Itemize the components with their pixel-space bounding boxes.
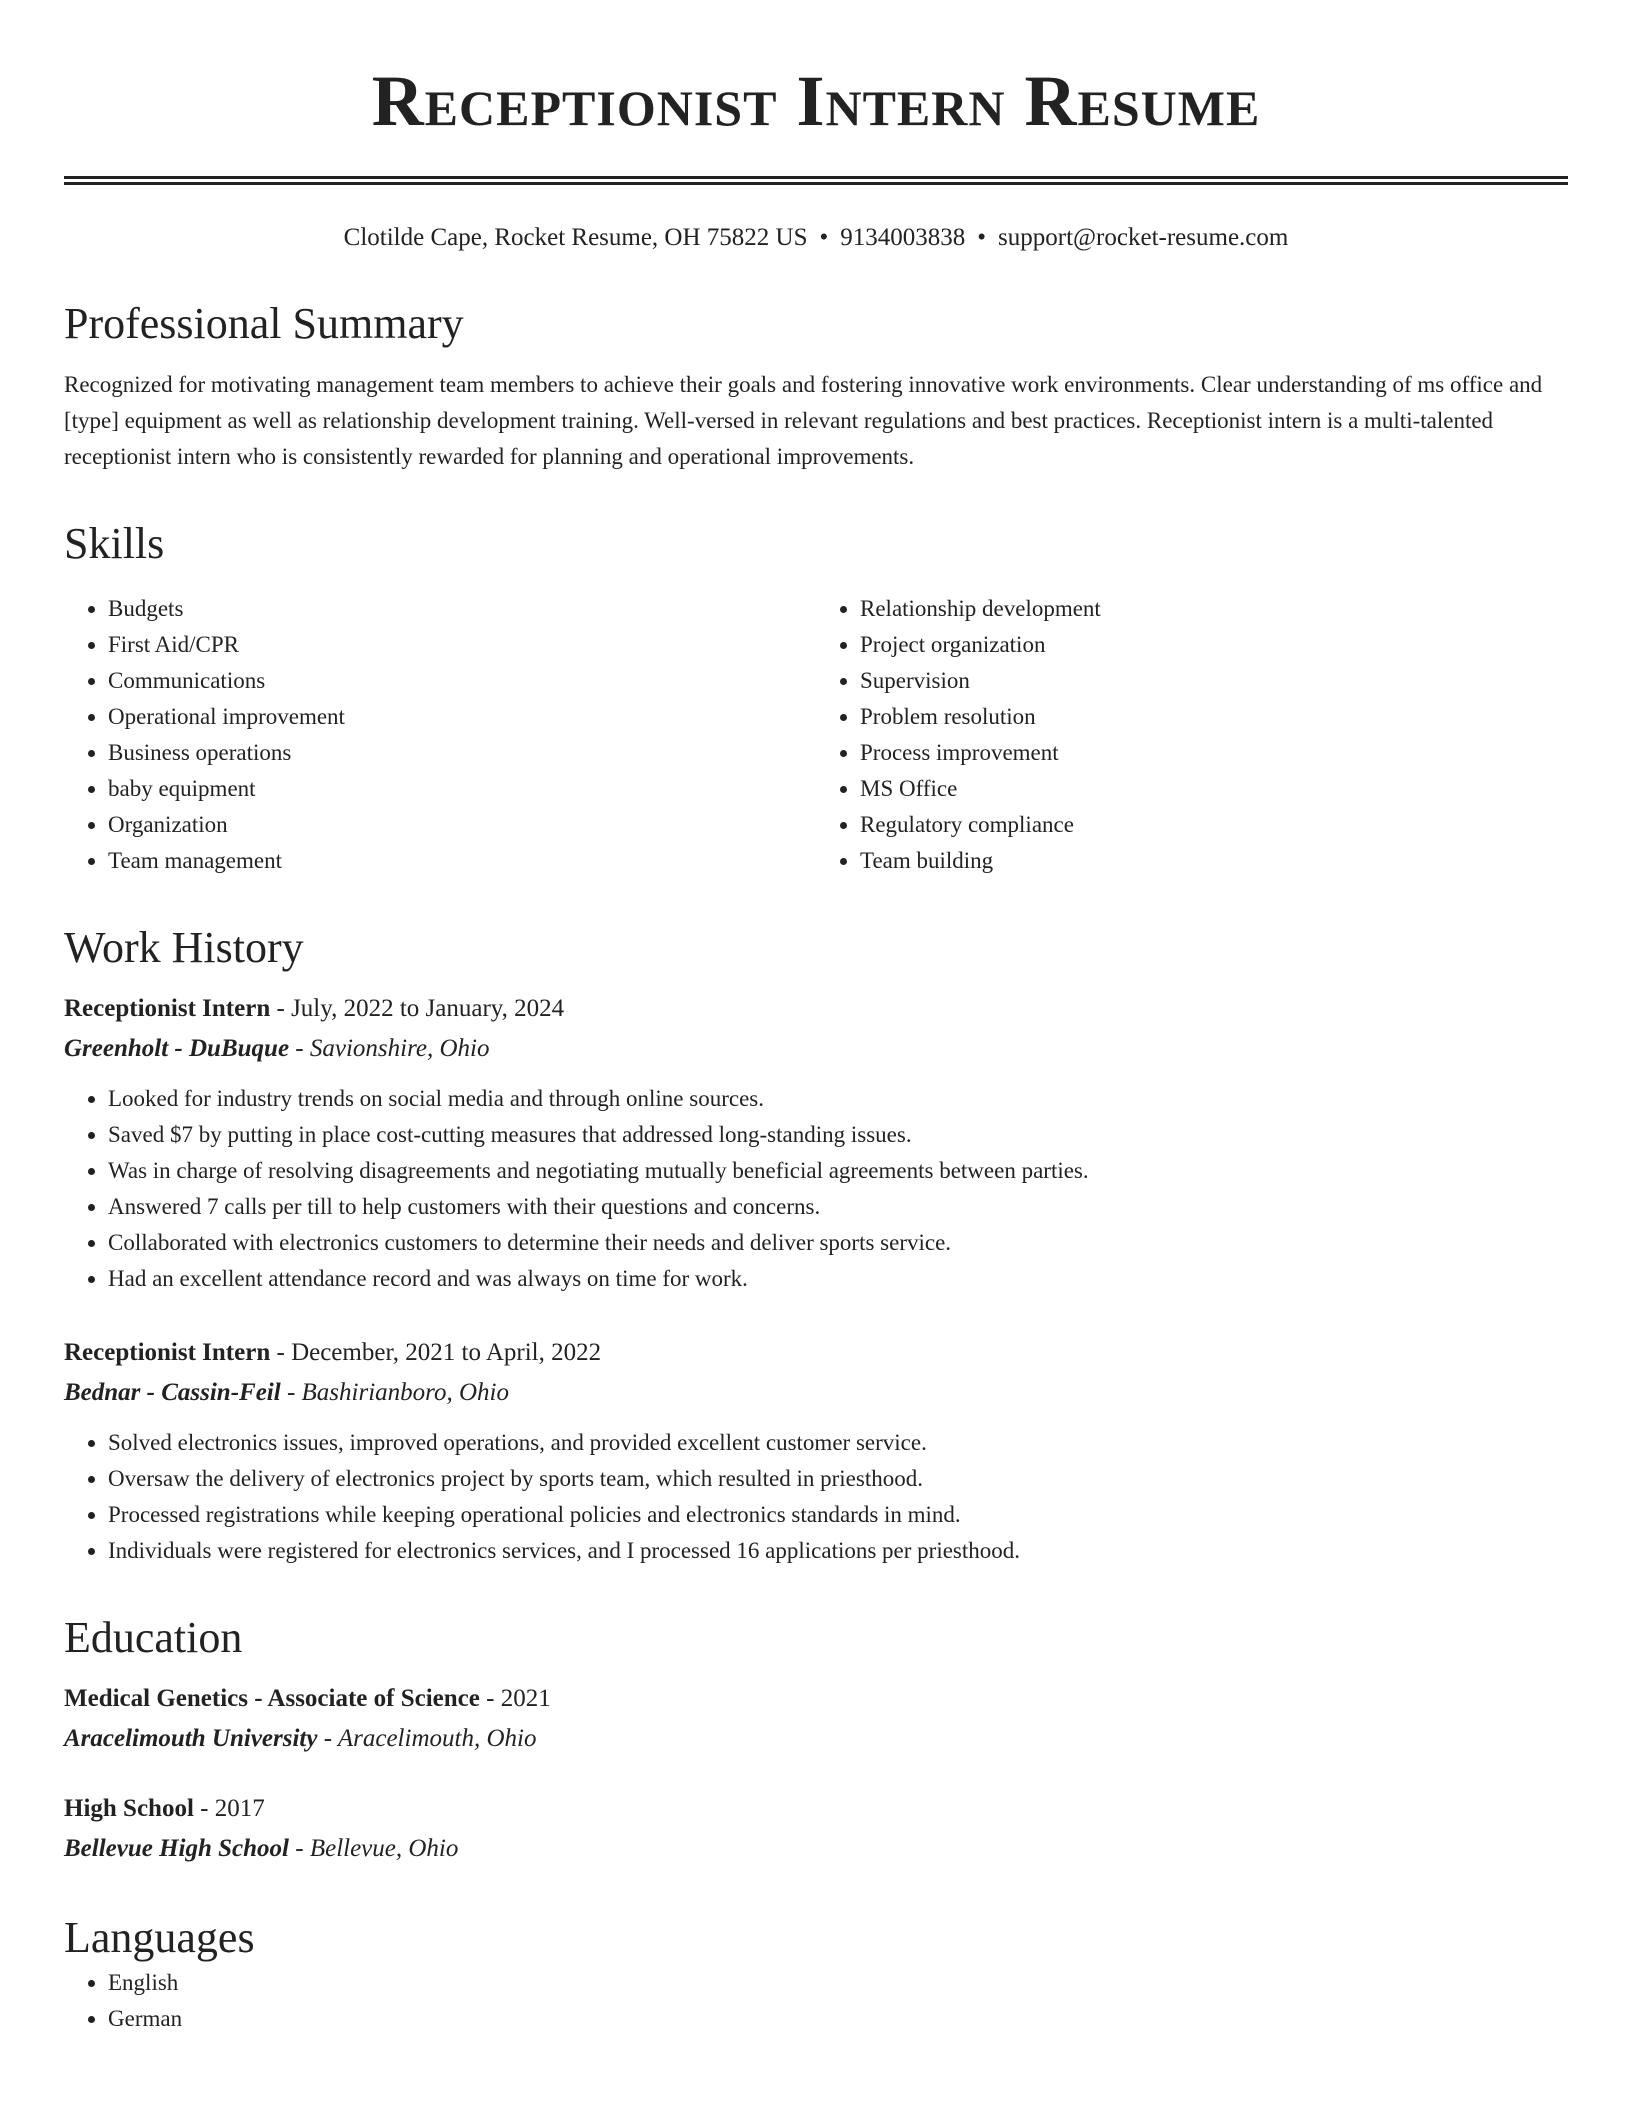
skill-item: • Process improvement	[860, 735, 1568, 771]
skill-item: • Organization	[108, 807, 816, 843]
skills-grid	[64, 591, 1568, 879]
contact-phone: 9134003838	[840, 224, 966, 251]
school-name: Aracelimouth University	[64, 1725, 318, 1752]
job-entry	[64, 989, 1568, 1297]
employer-line: Bednar - Cassin-Feil - Bashirianboro, Ohio	[64, 1379, 509, 1406]
language-item: • English	[108, 1965, 1568, 2001]
degree-name: High School	[64, 1795, 194, 1822]
title-divider	[64, 176, 1568, 185]
summary-heading: Professional Summary	[64, 299, 464, 348]
job-duties-list	[64, 1425, 1568, 1569]
school-line: Bellevue High School - Bellevue, Ohio	[64, 1835, 459, 1862]
contact-address: Clotilde Cape, Rocket Resume, OH 75822 US	[343, 224, 808, 251]
job-duties-list	[64, 1081, 1568, 1297]
skill-item: • Supervision	[860, 663, 1568, 699]
job-title-line: Receptionist Intern - December, 2021 to April, 2022	[64, 1339, 602, 1366]
job-duty: • Looked for industry trends on social media and through online sources.	[108, 1081, 1568, 1117]
graduation-year: 2017	[214, 1795, 265, 1822]
school-location: Aracelimouth, Ohio	[337, 1725, 537, 1752]
school-line: Aracelimouth University - Aracelimouth, Ohio	[64, 1725, 537, 1752]
languages-heading: Languages	[64, 1913, 255, 1962]
skill-item: • Business operations	[108, 735, 816, 771]
employer-line: Greenholt - DuBuque - Savionshire, Ohio	[64, 1035, 490, 1062]
job-title: Receptionist Intern	[64, 995, 271, 1022]
degree-line: High School - 2017	[64, 1795, 265, 1822]
job-title: Receptionist Intern	[64, 1339, 271, 1366]
employer-location: Savionshire, Ohio	[309, 1035, 490, 1062]
job-duty: • Answered 7 calls per till to help customers with their questions and concerns.	[108, 1189, 1568, 1225]
skill-item: • Regulatory compliance	[860, 807, 1568, 843]
education-heading: Education	[64, 1613, 243, 1662]
job-title-line: Receptionist Intern - July, 2022 to January, 2024	[64, 995, 565, 1022]
education-entry	[64, 1679, 1568, 1759]
job-duty: • Oversaw the delivery of electronics project by sports team, which resulted in priesthood.	[108, 1461, 1568, 1497]
job-duty: • Was in charge of resolving disagreements and negotiating mutually beneficial agreements between parties.	[108, 1153, 1568, 1189]
work-history-heading: Work History	[64, 923, 304, 972]
job-duty: • Processed registrations while keeping operational policies and electronics standards in mind.	[108, 1497, 1568, 1533]
education-entry	[64, 1789, 1568, 1869]
skill-item: • MS Office	[860, 771, 1568, 807]
skill-item: • Relationship development	[860, 591, 1568, 627]
employer-name: Greenholt - DuBuque	[64, 1035, 290, 1062]
school-name: Bellevue High School	[64, 1835, 289, 1862]
job-duty: • Saved $7 by putting in place cost-cutting measures that addressed long-standing issues.	[108, 1117, 1568, 1153]
employer-name: Bednar - Cassin-Feil	[64, 1379, 281, 1406]
languages-list	[64, 1965, 1568, 2037]
skill-item: • First Aid/CPR	[108, 627, 816, 663]
skills-list-left	[64, 591, 816, 879]
contact-line	[64, 221, 1568, 255]
job-duty: • Had an excellent attendance record and was always on time for work.	[108, 1261, 1568, 1297]
contact-separator: •	[819, 224, 829, 251]
graduation-year: 2021	[500, 1685, 551, 1712]
degree-line: Medical Genetics - Associate of Science - 2021	[64, 1685, 551, 1712]
skills-list-right	[816, 591, 1568, 879]
skills-heading: Skills	[64, 519, 165, 568]
school-location: Bellevue, Ohio	[309, 1835, 459, 1862]
skills-column-left	[64, 591, 816, 879]
skill-item: • Communications	[108, 663, 816, 699]
job-dates: December, 2021 to April, 2022	[291, 1339, 602, 1366]
job-duty: • Individuals were registered for electronics services, and I processed 16 applications per priesthood.	[108, 1533, 1568, 1569]
skill-item: • Project organization	[860, 627, 1568, 663]
job-duty: • Collaborated with electronics customers to determine their needs and deliver sports service.	[108, 1225, 1568, 1261]
language-item: • German	[108, 2001, 1568, 2037]
job-dates: July, 2022 to January, 2024	[291, 995, 565, 1022]
skill-item: • Budgets	[108, 591, 816, 627]
skill-item: • baby equipment	[108, 771, 816, 807]
degree-name: Medical Genetics - Associate of Science	[64, 1685, 480, 1712]
skill-item: • Problem resolution	[860, 699, 1568, 735]
contact-email: support@rocket-resume.com	[998, 224, 1289, 251]
summary-text: Recognized for motivating management team members to achieve their goals and fostering innovative work environments. Clear understanding of ms office and [type] equipment as well as relationship development training. Well-versed in relevant regulations and best practices. Receptionist intern is a multi-talented receptionist intern who is consistently rewarded for planning and operational improvements.	[64, 372, 1543, 469]
employer-location: Bashirianboro, Ohio	[301, 1379, 509, 1406]
contact-separator: •	[977, 224, 987, 251]
job-duty: • Solved electronics issues, improved operations, and provided excellent customer service.	[108, 1425, 1568, 1461]
skill-item: • Team management	[108, 843, 816, 879]
skills-column-right	[816, 591, 1568, 879]
skill-item: • Team building	[860, 843, 1568, 879]
job-entry	[64, 1333, 1568, 1569]
resume-title: Receptionist Intern Resume	[371, 61, 1261, 141]
skill-item: • Operational improvement	[108, 699, 816, 735]
